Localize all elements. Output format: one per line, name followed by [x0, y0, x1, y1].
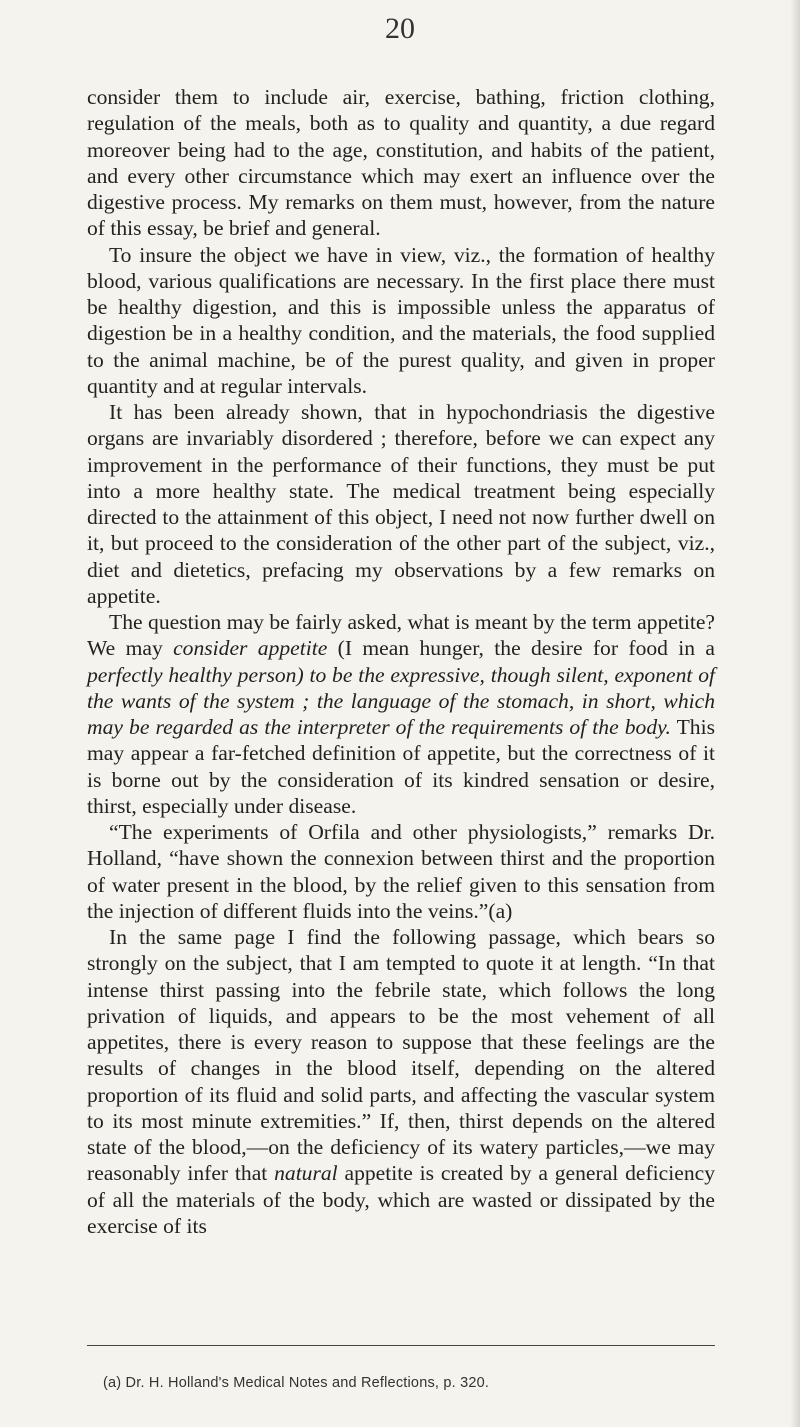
text-run: It has been already shown, that in hypochondriasis the digestive organs are invariably disordered ; therefore, before we can expect any improvement in the performance of their functions, they must be put into a more healthy state. The medical treatment being especially directed to the attainment of this object, I need not now further dwell on it, but proceed to the consideration of the other part of the subject, viz., diet and dietetics, prefacing my observations by a few remarks on appetite.: [87, 400, 715, 608]
page-number: 20: [385, 12, 415, 45]
text-run: In the same page I find the following passage, which bears so strongly on the subject, that I am tempted to quote it at length. “In that intense thirst passing into the febrile state, which follows the long privation of liquids, and appears to be the most vehement of all appetites, there is every reason to suppose that these feelings are the results of changes in the blood itself, depending on the altered proportion of its fluid and solid parts, and affecting the vascular system to its most minute extremities.” If, then, thirst depends on the altered state of the blood,—on the deficiency of its watery particles,—we may reasonably infer that: [87, 925, 715, 1186]
paragraph: [87, 242, 715, 400]
text-run: “The experiments of Orfila and other physiologists,” remarks Dr. Holland, “have shown the connexion between thirst and the proportion of water present in the blood, by the relief given to this sensation from the injection of different fluids into the veins.”(a): [87, 820, 715, 923]
text-run: The question may be fairly asked, what is meant by the term appetite? We may: [87, 610, 715, 661]
text-run: appetite is created by a general deficiency of all the materials of the body, which are wasted or dissipated by the exercise of its: [87, 1161, 716, 1238]
paragraph: [87, 399, 715, 609]
italic-text-run: consider appetite: [173, 636, 328, 661]
text-run: To insure the object we have in view, viz., the formation of healthy blood, various qualifications are necessary. In the first place there must be healthy digestion, and this is impossible unless the apparatus of digestion be in a healthy condition, and the materials, the food supplied to the animal machine, be of the purest quality, and given in proper quantity and at regular intervals.: [87, 242, 715, 398]
body-text: [87, 84, 715, 1239]
text-run: This may appear a far-fetched definition of appetite, but the correctness of it is borne out by the consideration of its kindred sensation or desire, thirst, especially under disease.: [87, 715, 715, 818]
text-run: (I mean hunger, the desire for food in a: [327, 636, 715, 661]
paragraph: [87, 84, 715, 242]
paragraph: [87, 609, 715, 819]
page-edge-shadow: [790, 0, 800, 1427]
footnote-divider: [87, 1345, 715, 1346]
paragraph: [87, 819, 715, 924]
italic-text-run: natural: [274, 1161, 338, 1186]
footnote: (a) Dr. H. Holland's Medical Notes and Reflections, p. 320.: [103, 1375, 490, 1391]
paragraph: [87, 924, 715, 1239]
text-run: consider them to include air, exercise, bathing, friction clothing, regulation of the meals, both as to quality and quantity, a due regard moreover being had to the age, constitution, and habits of the patient, and every other circumstance which may exert an influence over the digestive process. My remarks on them must, however, from the nature of this essay, be brief and general.: [87, 85, 715, 241]
italic-text-run: perfectly healthy person) to be the expressive, though silent, exponent of the wants of the system ; the language of the stomach, in short, which may be regarded as the interpreter of the requirements of the body.: [87, 662, 715, 739]
